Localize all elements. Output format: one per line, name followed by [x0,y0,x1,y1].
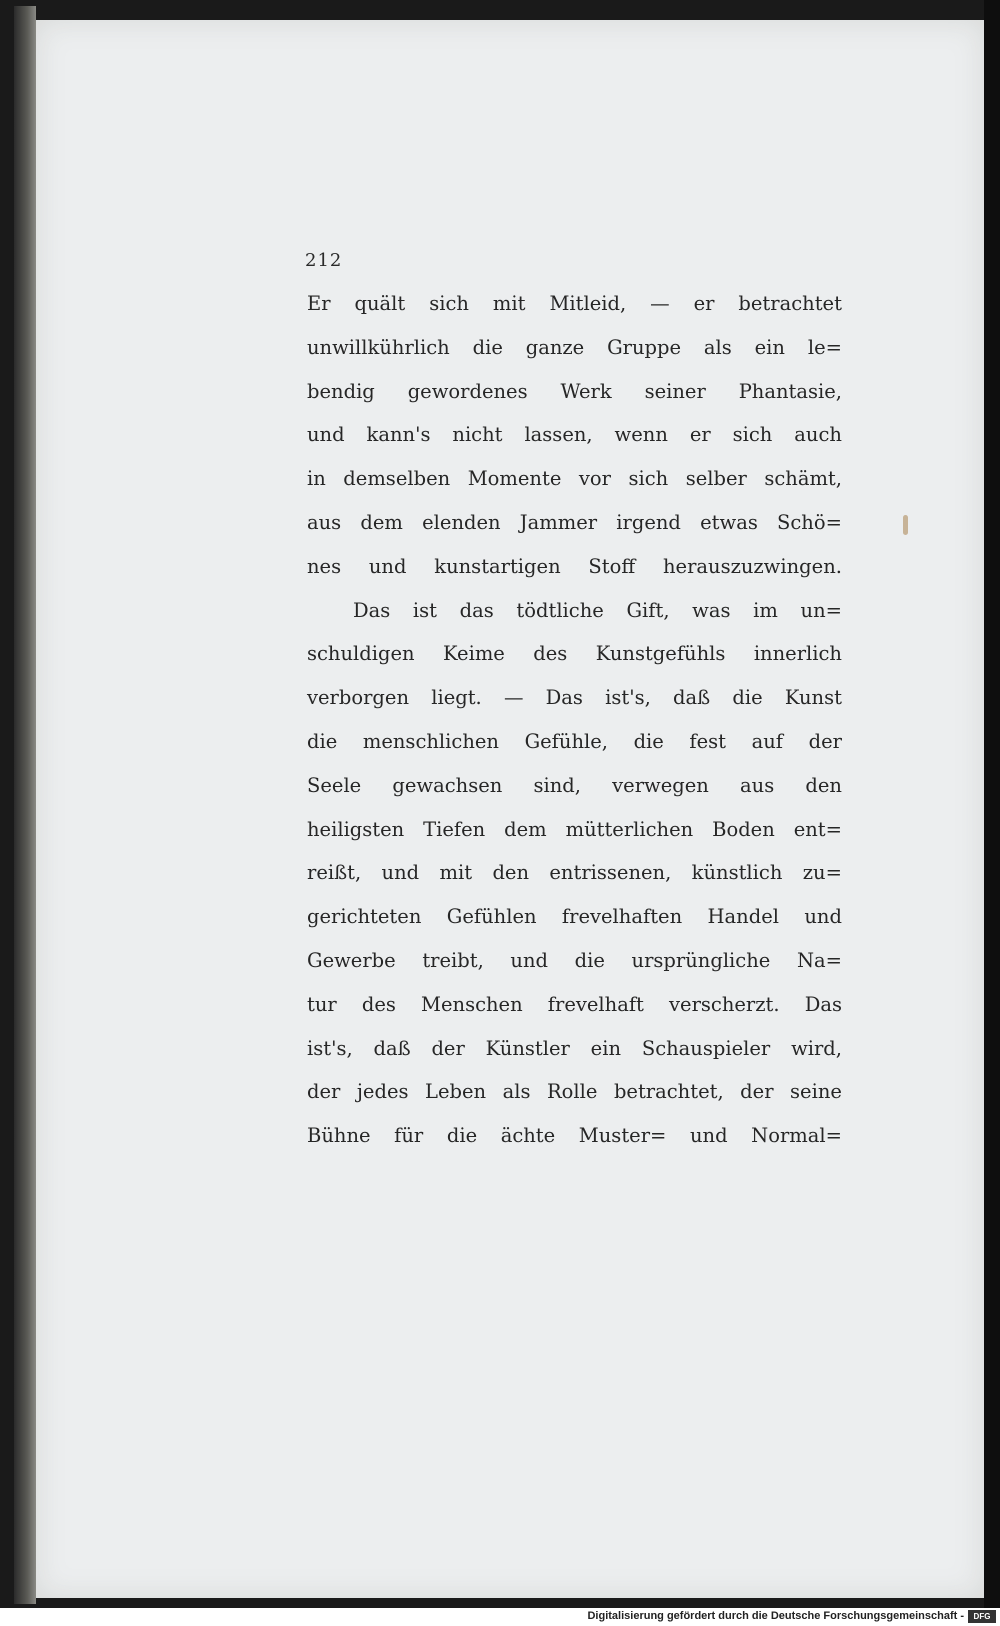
word: und [689,1124,728,1148]
text-line [307,282,842,326]
word: Gewerbe [307,948,396,972]
word: Menschen [421,992,523,1016]
word: Schauspieler [641,1036,771,1060]
word: der [431,1036,465,1060]
text-line [307,808,842,852]
word: wird, [791,1036,842,1060]
footer-bar [0,1608,1000,1626]
word: er [693,292,715,315]
word: betrachtet, [613,1080,724,1104]
scan-right-border [984,0,1000,1608]
word: der [740,1080,774,1104]
word: kunstartigen [434,554,561,578]
word: den [805,773,842,797]
word: tur [307,992,337,1016]
body-text [307,282,842,1158]
word: verwegen [612,773,709,797]
word: elenden [422,510,501,534]
word: Gefühlen [446,905,537,929]
funding-credit: Digitalisierung gefördert durch die Deutsche Forschungsgemeinschaft - [587,1610,964,1622]
word: lassen, [524,423,593,447]
word: Das [353,598,391,622]
word: Rolle [547,1080,598,1104]
word: selber [685,467,747,491]
word: — [503,686,524,710]
book-spine-edge [14,6,36,1604]
word: Künstler [485,1036,570,1060]
word: die [472,335,503,359]
word: jedes [356,1080,409,1104]
word: seine [790,1080,842,1104]
word: verscherzt. [669,992,780,1016]
word: liegt. [431,686,482,710]
word: Muster= [578,1124,667,1148]
word: dem [360,510,403,534]
word: Gift, [626,598,670,622]
text-line [307,545,842,589]
word: treibt, [422,948,484,972]
word: und [381,861,420,885]
word: die [574,948,605,972]
word: Bühne [307,1124,371,1148]
word: un= [800,598,842,622]
paper-stain [903,515,908,535]
word: und [368,554,407,578]
word: sich [628,467,669,491]
word: die [307,729,338,753]
word: Phantasie, [738,379,842,403]
word: menschlichen [362,729,499,753]
word: Seele [307,773,362,797]
word: Gefühle, [524,729,608,753]
word: die [446,1124,478,1148]
word: gerichteten [307,905,422,929]
text-line [307,764,842,808]
word: und [510,948,549,972]
word: Werk [560,379,612,403]
word: dem [504,817,547,841]
word: in [307,467,326,491]
word: frevelhaft [547,992,644,1016]
word: nes [307,554,342,578]
word: Kunstgefühls [595,642,726,666]
text-line [307,676,842,720]
word: unwillkührlich [307,335,450,359]
word: mütterlichen [565,817,694,841]
text-line [307,895,842,939]
word: daß [673,686,711,710]
word: aus [307,510,342,534]
word: nicht [452,423,503,447]
word: Mitleid, [549,292,627,315]
word: quält [354,292,406,315]
word: Na= [796,948,842,972]
word: Das [545,686,583,710]
word: seiner [644,379,706,403]
word: Leben [425,1080,487,1104]
word: bendig [307,379,375,403]
word: kann's [366,423,431,447]
word: das [459,598,494,622]
word: herauszuzwingen. [662,554,842,578]
word: ächte [500,1124,556,1148]
word: demselben [343,467,451,491]
word: reißt, [307,861,362,885]
word: irgend [616,510,681,534]
text-line [307,1070,842,1114]
text-line [307,457,842,501]
word: schuldigen [307,642,415,666]
word: des [533,642,568,666]
word: zu= [802,861,842,885]
word: was [692,598,731,622]
text-line [307,413,842,457]
word: ursprüngliche [631,948,771,972]
word: der [808,729,842,753]
word: mit [492,292,526,315]
word: gewordenes [407,379,528,403]
word: heiligsten [307,817,405,841]
page-number: 212 [305,250,343,271]
word: fest [689,729,727,753]
word: etwas [700,510,758,534]
word: daß [373,1036,411,1060]
word: verborgen [307,686,410,710]
word: Handel [707,905,779,929]
word: — [650,292,670,315]
word: innerlich [753,642,842,666]
word: betrachtet [738,292,842,315]
text-line [307,983,842,1027]
word: Das [804,992,842,1016]
text-line [307,851,842,895]
word: die [633,729,664,753]
text-line [307,589,842,633]
word: ein [754,335,785,359]
word: vor [578,467,611,491]
dfg-logo: DFG [968,1610,996,1623]
word: und [307,423,345,447]
word: er [689,423,711,447]
word: ent= [793,817,842,841]
word: Keime [443,642,505,666]
word: sich [429,292,469,315]
word: der [307,1080,341,1104]
text-line [307,720,842,764]
word: Gruppe [607,335,682,359]
word: frevelhaften [561,905,683,929]
text-line [307,939,842,983]
text-line [307,501,842,545]
word: tödtliche [516,598,604,622]
word: Stoff [588,554,636,578]
word: Schö= [777,510,842,534]
word: gewachsen [392,773,503,797]
word: le= [807,335,842,359]
word: Er [307,292,331,315]
word: entrissenen, [549,861,672,885]
word: ein [590,1036,622,1060]
word: ist's, [307,1036,353,1060]
word: künstlich [691,861,783,885]
word: schämt, [764,467,842,491]
word: Kunst [784,686,842,710]
word: für [394,1124,424,1148]
word: Momente [467,467,562,491]
word: sind, [533,773,581,797]
word: den [492,861,530,885]
word: als [703,335,732,359]
word: sich [732,423,773,447]
word: des [361,992,396,1016]
word: und [804,905,842,929]
word: als [502,1080,531,1104]
text-line [307,1114,842,1158]
word: auch [794,423,842,447]
word: ganze [525,335,585,359]
word: ist [412,598,438,622]
word: die [732,686,763,710]
text-line [307,632,842,676]
text-line [307,326,842,370]
word: Normal= [751,1124,842,1148]
word: Boden [712,817,775,841]
word: auf [751,729,784,753]
text-line [307,1027,842,1071]
word: Jammer [519,510,598,534]
word: aus [740,773,775,797]
word: mit [439,861,473,885]
word: Tiefen [423,817,486,841]
word: im [753,598,778,622]
word: ist's, [605,686,651,710]
text-line [307,370,842,414]
word: wenn [614,423,668,447]
